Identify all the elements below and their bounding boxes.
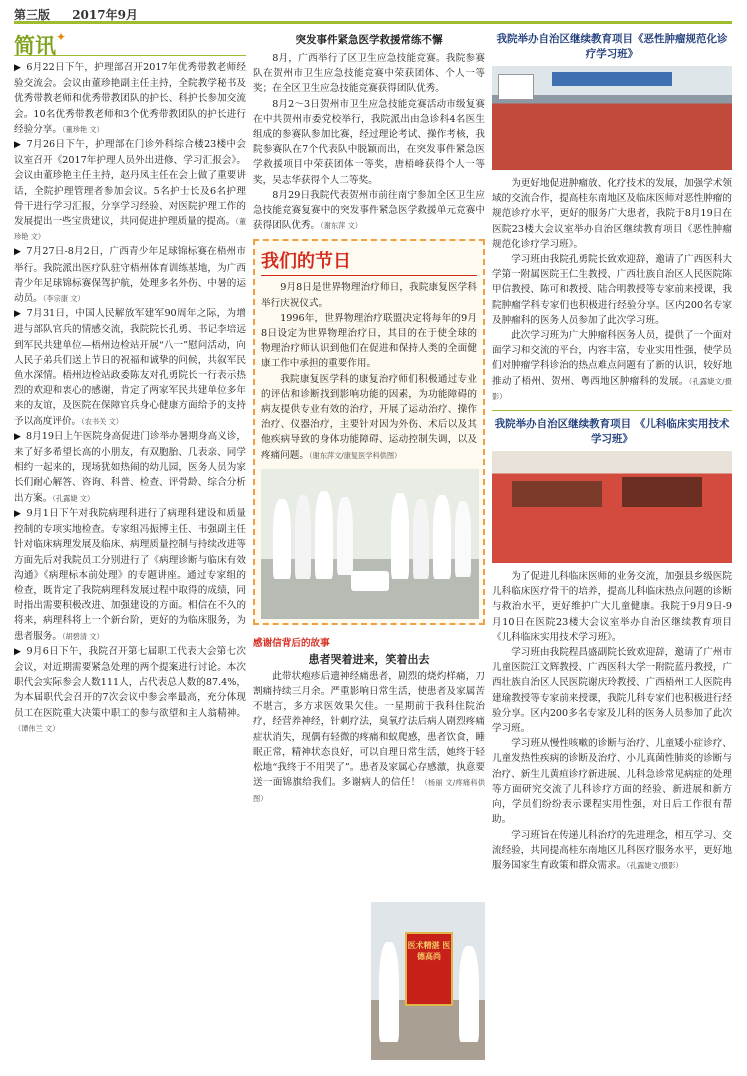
pediatric-course-article: 我院举办自治区继续教育项目 《儿科临床实用技术学习班》 为了促进儿科临床医师的业务交流，加强县乡级医院儿科临床医疗骨干的培养，提高儿科临床热点问题的诊断与救治水平，更好维护广大儿童健康。我院于9月9日-9月10日在医院23楼大会议室举办自治区继续教育项目《儿科临床实用技术学习班》。 学习班由我院程昌盛副院长致欢迎辞，邀请了广州市儿童医院江文辉教授、广西医科大学一附院蓝丹教授，广西壮族自治区人民医院谢庆玲教授、广西梧州工人医院冉建瑜教授等专家前来授课，我院儿科专家们也积极进行经验分享。区内200多名专家及儿科的医务人员参加了此次学习班。 学习班从慢性咳嗽的诊断与治疗、儿童矮小症诊疗、儿童发热性疾病的诊断及治疗、小儿真菌性肺炎的诊断与治疗、新生儿黄疸诊疗新进展、儿科急诊常见病症的处理等方面研究交流了儿科诊疗方面的经验、新进展和新方向，学员们纷纷表示课程实用性强，对日后工作很有帮助。 学习班旨在传递儿科治疗的先进理念，相互学习、交流经验，共同提高桂东南地区儿科医疗服务水平，更好地服务国家生育政策和群众需求。（孔露婕文/摄影） bbox=[492, 418, 732, 871]
holiday-title: 我们的节日 bbox=[261, 247, 477, 276]
banner-photo bbox=[371, 902, 485, 1060]
star-icon: ✦ bbox=[56, 30, 67, 44]
brief-item: ▶ 7月26日下午，护理部在门诊外科综合楼23楼中会议室召开《2017年护理人员外出进修、学习汇报会》。会议由董珍艳主任主持，赵丹凤主任在会上做了重要讲话，全院护理管理者参加会议。5名护士长及6名护理骨干进行学习汇报，分享学习经验、对医院护理工作的发展提出一些宝贵建议，共同促进护理质量的提高。（董珍艳 文） bbox=[14, 139, 246, 242]
triangle-bullet-icon: ▶ bbox=[14, 140, 22, 151]
brief-item: ▶ 9月6日下午，我院召开第七届职工代表大会第七次会议，对近期需要紧急处理的两个提案进行讨论。本次职代会实际参会人数111人，占代表总人数的87.4%，为本届职代会召开的7次会议中参会率最高，充分体现员工在医院重大决策中职工的参与欲望和主人翁精神。（谭伟兰 文） bbox=[14, 645, 246, 733]
tumor-course-photo bbox=[492, 66, 732, 170]
right-column bbox=[492, 30, 732, 1070]
brief-item: ▶ 9月1日下午对我院病理科进行了病理科建设和质量控制的专项实地检查。专家组冯振博主任、韦强副主任针对临床病理发展及临床、病理质量控制与持续改进等方面先后对我院员工分别进行了《病理诊断与临床有效沟通》《病理标本前处理》的专题讲座。通过专家组的检查，既肯定了我院病理科发展过程中取得的成绩，同时指出需要积极改进、加强建设的方面。相信在不久的将来，病理科将上一个新台阶，更好的为临床服务，为患者服务。（胡碧清 文） bbox=[14, 507, 246, 642]
page-number: 第三版 bbox=[14, 8, 51, 22]
pediatric-course-photo bbox=[492, 451, 732, 563]
brief-heading: 简讯✦ bbox=[14, 30, 246, 56]
triangle-bullet-icon: ▶ bbox=[14, 508, 22, 519]
brief-item: ▶ 8月19日上午医院身高促进门诊举办暑期身高义诊，来了好多希望长高的小朋友，有双胞胎、几表亲、同学相约一起来的，现场犹如热闹的幼儿园，医务人员为家长们耐心解答、咨询、科普、检查、评骨龄、综合分析出方案。（孔露婕 文） bbox=[14, 430, 246, 504]
tumor-course-title: 我院举办自治区继续教育项目《恶性肿瘤规范化诊疗学习班》 bbox=[496, 33, 728, 60]
rehab-group-photo bbox=[261, 469, 479, 619]
masthead bbox=[14, 6, 732, 24]
triangle-bullet-icon: ▶ bbox=[14, 309, 22, 320]
triangle-bullet-icon: ▶ bbox=[14, 63, 22, 73]
brief-item: ▶ 6月22日下午，护理部召开2017年优秀带教老师经验交流会。会议由董珍艳副主任主持，全院教学秘书及优秀带教老师和优秀带教团队的护长、科护长参加交流会。10名优秀带教老师和3个优秀带教团队的护长进行经验分享。（董珍艳 文） bbox=[14, 62, 246, 135]
banner-text: 医术精湛 医德高尚 bbox=[407, 941, 451, 961]
story-title: 患者哭着进来，笑着出去 bbox=[308, 652, 430, 666]
emergency-title: 突发事件紧急医学救援常练不懈 bbox=[295, 34, 443, 46]
triangle-bullet-icon: ▶ bbox=[14, 431, 21, 442]
story-article: 感谢信背后的故事 患者哭着进来，笑着出去 此带状疱疹后遗神经痛患者，剧烈的烧灼样痛，刀割痛持续三月余。严重影响日常生活，使患者及家属苦不堪言，多方求医效果欠佳。一星期前于我科住院治疗，经营养神经，针刺疗法，臭氧疗法后病人剧烈疼痛症状消失，现偶有轻微的疼痛和蚁爬感，患者饮食，睡眠正常，精神状态良好，可以自理日常生活，她终于轻松地“我终于不用哭了”。患者及家属心存感激，执意要送一面锦旗给我们。多谢病人的信任！（杨丽 文/疼痛科供图） bbox=[253, 635, 485, 806]
cake bbox=[351, 571, 389, 591]
divider bbox=[492, 410, 732, 411]
emergency-article: 突发事件紧急医学救援常练不懈 8月，广西举行了区卫生应急技能竞赛。我院参赛队在贺州市卫生应急技能竞赛中荣获团体、个人一等奖；在全区卫生应急技能竞赛获得团队优秀。 8月2～3日贺州市卫生应急技能竞赛活动市级复赛在中共贺州市委党校举行，我院派出由急诊科4名医生组成的参赛队参加比赛，经过理论考试、操作考核，我院参赛队在7个代表队中脱颖而出，在突发事件紧急医学救援项目中荣获团体一等奖，唐梧峰获得个人一等奖，吴志华获得个人二等奖。 8月29日我院代表贺州市前往南宁参加全区卫生应急技能竞赛复赛中的突发事件紧急医学救援单元竞赛中获得团队优秀。（谢东萍 文） bbox=[253, 34, 485, 232]
tumor-course-article: 我院举办自治区继续教育项目《恶性肿瘤规范化诊疗学习班》 为更好地促进肿瘤放、化疗技术的发展，加强学术领域的交流合作，提高桂东南地区及临床医师对恶性肿瘤的规范诊疗水平，更好的服务广大患者，我院于8月19日在医院23楼大会议室举办自治区继续教育项目《恶性肿瘤规范化诊疗学习班》。 学习班由我院孔勇院长致欢迎辞，邀请了广西医科大学第一附属医院王仁生教授、广西壮族自治区人民医院陈甲信教授、陈可和教授、陆合明教授等专家前来授课，我院肿瘤学科专家们也积极进行经验分享。区内200名专家及肿瘤科的医务人员参加了此次学习班。 此次学习班为广大肿瘤科医务人员，提供了一个面对面学习和交流的平台，内容丰富，专业实用性强，使学员们对肿瘤学科诊治的热点难点问题有了新的认识，较好地推动了梧州、贺州、粤西地区肿瘤科的发展。（孔露婕文/摄影） bbox=[492, 33, 732, 401]
story-section-label: 感谢信背后的故事 bbox=[253, 637, 330, 649]
brief-item: ▶ 7月27日-8月2日，广西青少年足球锦标赛在梧州市举行。我院派出医疗队驻守梧州体育训练基地，为广西青少年足球锦标赛保驾护航，处理多名外伤、中暑的运动员。（李宗康 文） bbox=[14, 246, 246, 305]
pediatric-course-title: 我院举办自治区继续教育项目 《儿科临床实用技术学习班》 bbox=[494, 418, 730, 446]
holiday-box: 我们的节日 9月8日是世界物理治疗师日，我院康复医学科举行庆祝仪式。 1996年，世界物理治疗联盟决定将每年的9月8日设定为世界物理治疗日，其目的在于使全球的物理治疗师认识到他们在促进和保持人类的全面健康工作中承担的重要作用。 我院康复医学科的康复治疗师们积极通过专业的评估和诊断找到影响功能的因素，为功能障碍的病友提供专业有效的治疗，开展了运动治疗、操作治疗、仪器治疗，主要针对因为外伤、术后以及其他疾病导致的身体功能障碍、运动控制失调，以及疼痛问题。（谢东萍文/康复医学科供图） bbox=[253, 239, 485, 624]
triangle-bullet-icon: ▶ bbox=[14, 247, 22, 258]
brief-item: ▶ 7月31日，中国人民解放军建军90周年之际，为增进与部队官兵的情感交流，我院院长孔勇、书记李培远到军民共建单位—梧州边检站开展“八一”慰问活动，向人民子弟兵们送上节日的祝福和诚挚的问候，共叙军民鱼水深情。梧州边检站政委陈友对孔勇院长一行表示热烈的欢迎和衷心的感谢，肯定了两家军民共建单位多年来的友谊，及医院在保障官兵身心健康方面给予的支持予以高度评价。（农书关 文） bbox=[14, 308, 246, 427]
silk-banner bbox=[405, 932, 453, 1006]
brief-column bbox=[14, 30, 246, 1070]
issue-date: 2017年9月 bbox=[72, 8, 138, 22]
triangle-bullet-icon: ▶ bbox=[14, 646, 22, 657]
